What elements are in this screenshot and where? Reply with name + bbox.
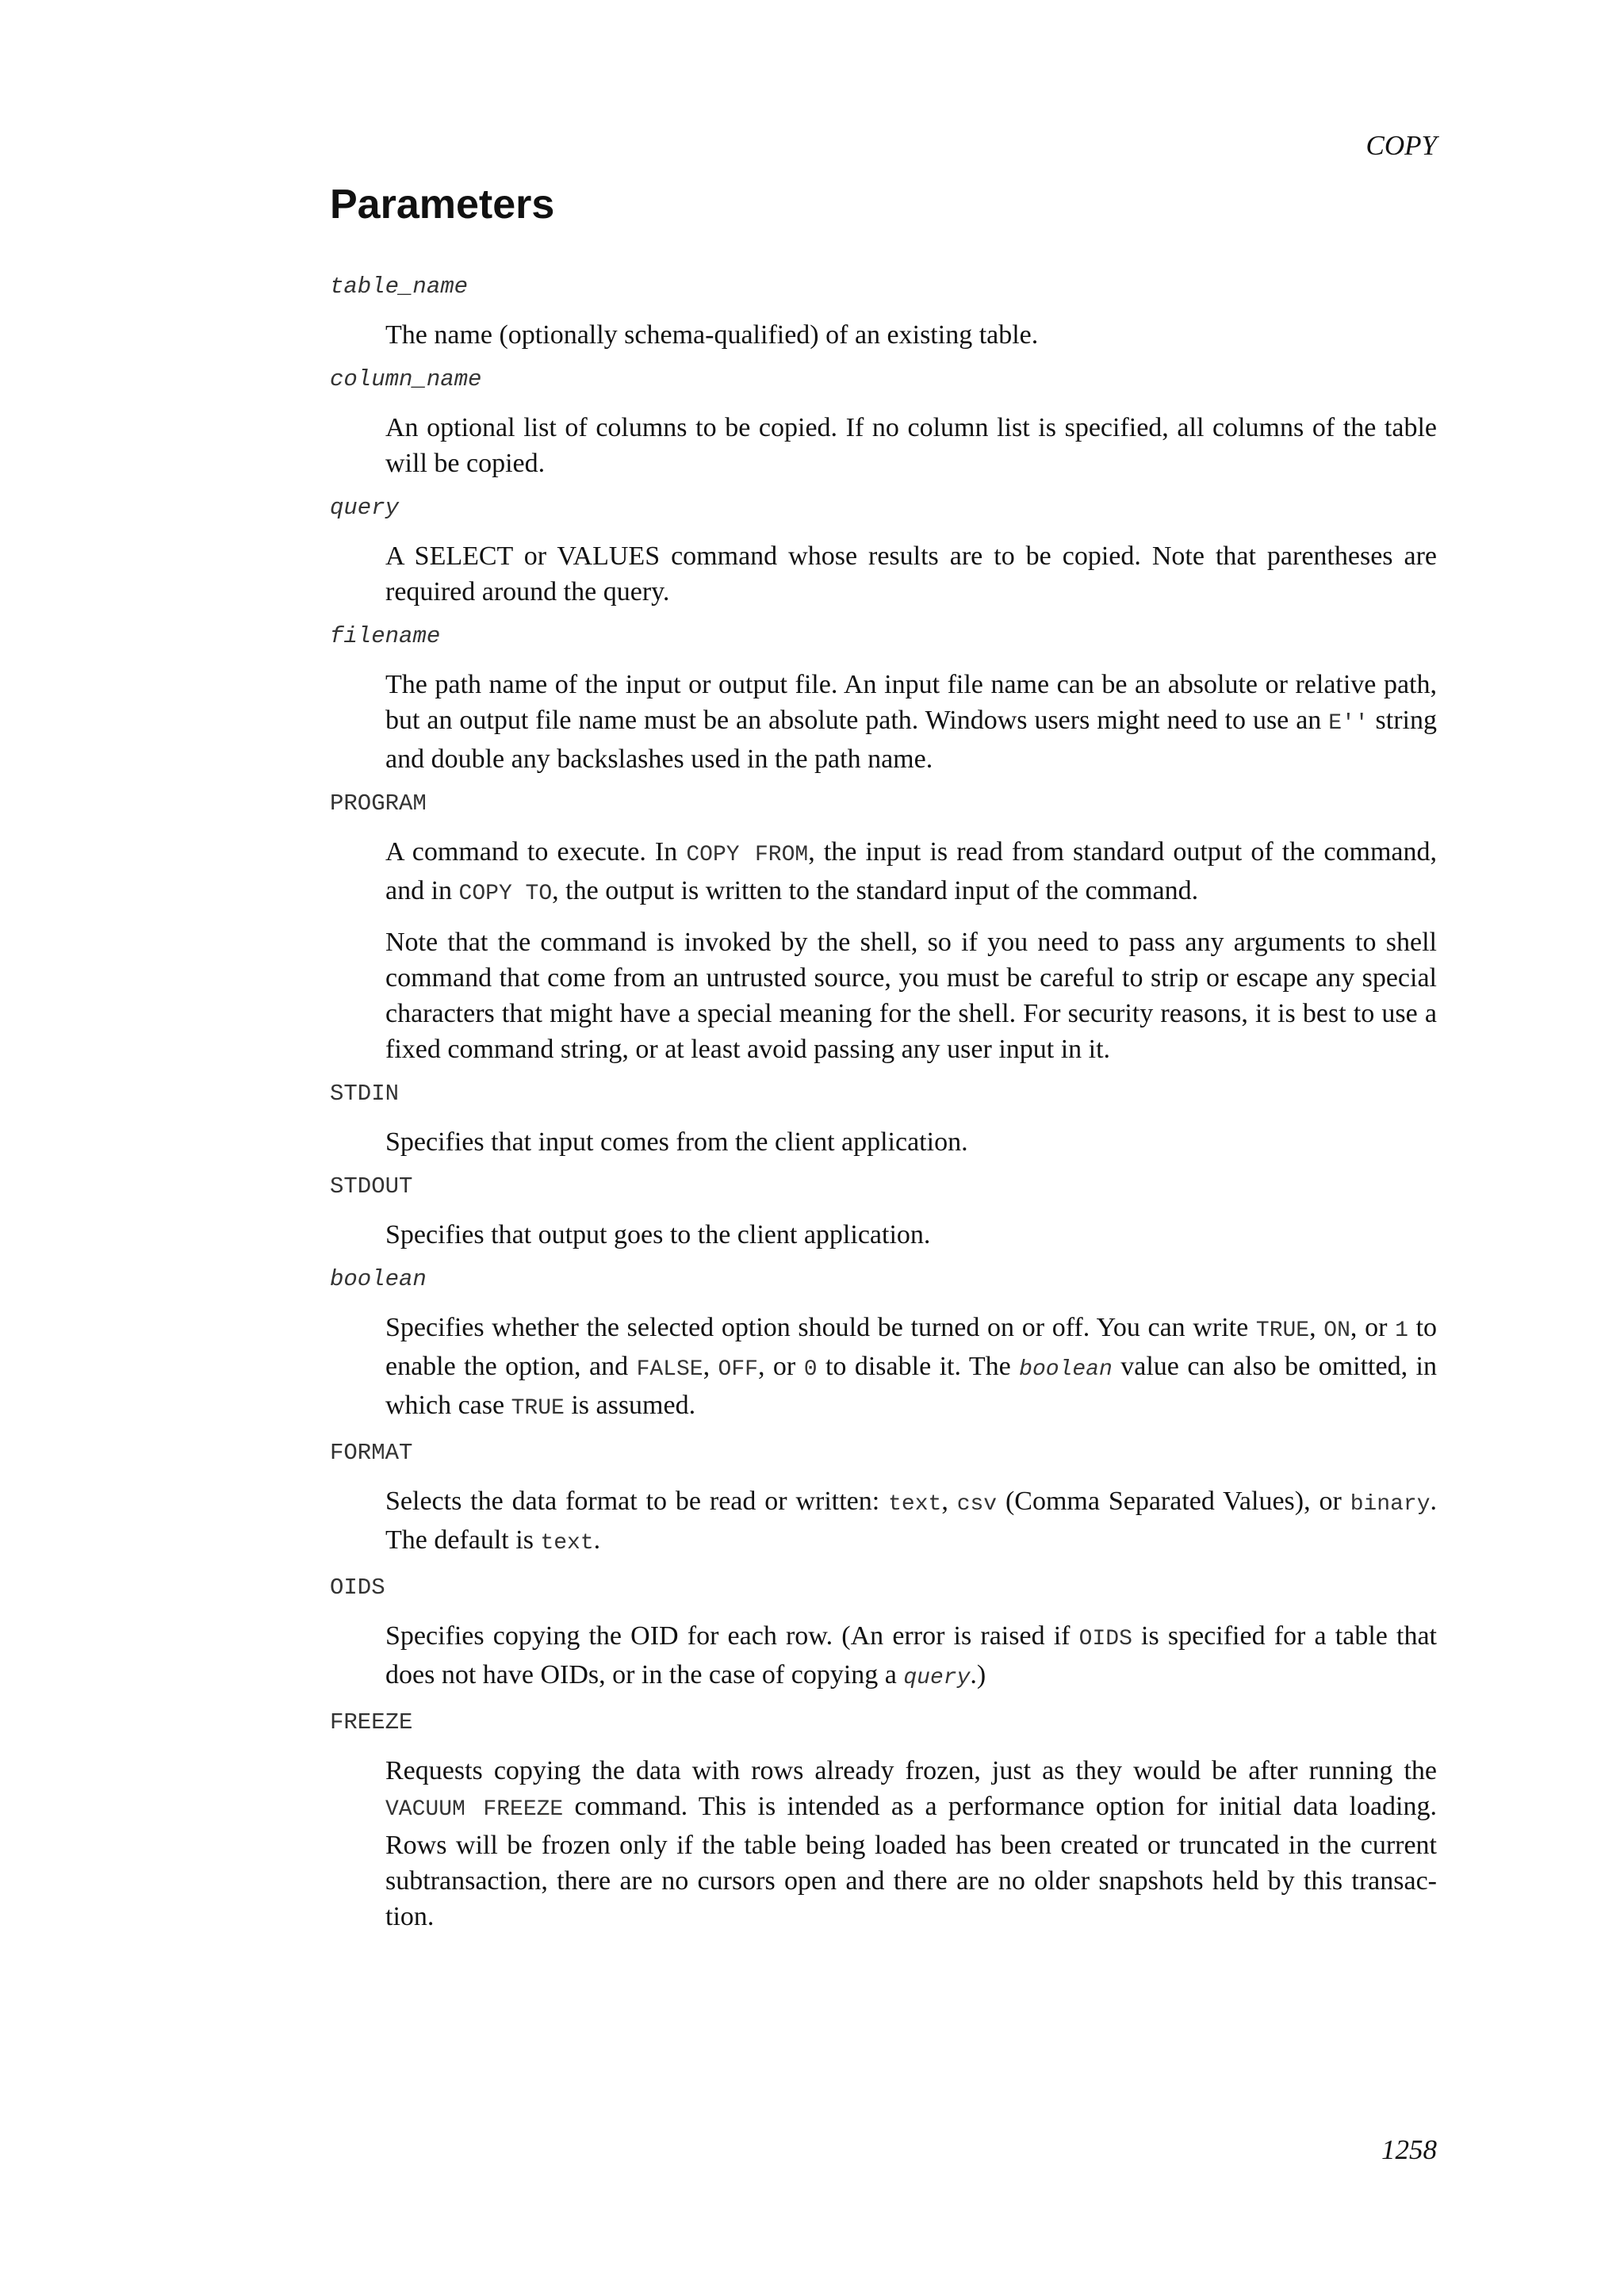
text-run: . (593, 1525, 601, 1555)
parameter-list (330, 270, 1437, 1944)
param-term: column_name (330, 366, 482, 392)
inline-code: 0 (803, 1357, 818, 1382)
param-description (385, 317, 1437, 353)
param-term: boolean (330, 1266, 427, 1292)
param-text: A SELECT or VALUES command whose results are to be copied. Note that parentheses are required around the query. (385, 541, 1437, 607)
text-run: , (941, 1487, 957, 1516)
param-term: query (330, 495, 400, 521)
param-description (385, 1618, 1437, 1696)
inline-code: TRUE (511, 1396, 565, 1421)
inline-code: text (540, 1531, 594, 1556)
text-run: Specifies whether the selected option should be turned on or off. You can write (385, 1313, 1256, 1342)
param-text: Specifies that input comes from the client application. (385, 1127, 968, 1157)
param-query (330, 491, 1437, 610)
inline-code: 1 (1395, 1318, 1408, 1343)
text-run: to enable the option, and (385, 1313, 1438, 1381)
param-description (385, 1124, 1437, 1160)
param-stdin (330, 1077, 1437, 1160)
inline-code: ON (1323, 1318, 1350, 1343)
param-description (385, 538, 1437, 610)
param-column-name (330, 362, 1437, 481)
param-format (330, 1436, 1437, 1561)
text-run: , (1309, 1313, 1324, 1342)
param-term: table_name (330, 274, 469, 300)
text-run: to disable it. The (817, 1352, 1020, 1381)
param-filename (330, 619, 1437, 777)
param-term: STDOUT (330, 1173, 413, 1200)
param-description (385, 667, 1437, 777)
param-stdout (330, 1169, 1437, 1253)
param-text (385, 1483, 1437, 1561)
inline-code: VACUUM FREEZE (385, 1797, 564, 1822)
param-term: FORMAT (330, 1440, 413, 1466)
param-description (385, 1217, 1437, 1253)
text-run: Selects the data format to be read or written: (385, 1487, 889, 1516)
param-boolean (330, 1262, 1437, 1426)
inline-code: E'' (1328, 711, 1369, 736)
param-text: An optional list of columns to be copied. If no column list is specified, all columns of the table will be copied. (385, 413, 1437, 478)
param-oids (330, 1571, 1437, 1696)
param-text (385, 667, 1437, 777)
param-text (385, 1618, 1437, 1696)
text-run: The path name of the input or output file. An input file name can be an absolute or relative path, but an output file name must be an absolute path. Windows users might need to use an (385, 670, 1437, 735)
text-run: , (703, 1352, 718, 1381)
param-text (385, 1753, 1437, 1934)
text-run: , the input is read from standard output of the command, and in (385, 837, 1437, 905)
inline-code: COPY FROM (686, 843, 809, 867)
text-run: is assumed. (564, 1391, 696, 1420)
inline-code: TRUE (1255, 1318, 1310, 1343)
param-term: PROGRAM (330, 790, 427, 817)
text-run: , or (1350, 1313, 1396, 1342)
param-text: Specifies that output goes to the client application. (385, 1220, 931, 1249)
page-number: 1258 (1381, 2134, 1437, 2165)
inline-code: COPY TO (458, 882, 553, 906)
text-run: string and double any backslashes used in the path name. (385, 706, 1437, 774)
page-title: Parameters (330, 182, 555, 228)
inline-code-italic: query (903, 1666, 971, 1690)
param-freeze (330, 1705, 1437, 1934)
param-term: filename (330, 623, 441, 649)
inline-code: csv (956, 1492, 998, 1517)
param-text: The name (optionally schema-qualified) of an existing table. (385, 320, 1039, 350)
running-header: COPY (1365, 130, 1437, 161)
param-term: FREEZE (330, 1709, 413, 1735)
text-run: .) (970, 1660, 986, 1689)
inline-code: FALSE (636, 1357, 703, 1382)
text-run: Requests copying the data with rows already frozen, just as they would be after running the (385, 1756, 1437, 1785)
inline-code: OIDS (1078, 1627, 1132, 1651)
param-text (385, 1310, 1437, 1426)
param-description (385, 1753, 1437, 1934)
param-description (385, 410, 1437, 481)
param-program (330, 786, 1437, 1067)
text-run: . The default is (385, 1487, 1438, 1555)
param-term: STDIN (330, 1081, 400, 1107)
text-run: command. This is intended as a performance option for initial data loading. Rows will be frozen only if the table being loaded has been created or truncated in the current subtransaction, there are no cursors open and there are no older snapshots held by this transac-tion. (385, 1792, 1437, 1931)
param-description (385, 1310, 1437, 1426)
inline-code: text (888, 1492, 942, 1517)
text-run: , or (757, 1352, 804, 1381)
inline-code: OFF (718, 1357, 758, 1382)
text-run: is specified for a table that does not have OIDs, or in the case of copying a (385, 1621, 1437, 1689)
text-run: , the output is written to the standard input of the command. (552, 876, 1199, 905)
param-table-name (330, 270, 1437, 353)
inline-code-italic: boolean (1019, 1357, 1113, 1382)
text-run: (Comma Separated Values), or (997, 1487, 1350, 1516)
param-text (385, 834, 1437, 912)
param-term: OIDS (330, 1575, 385, 1601)
param-text: Note that the command is invoked by the shell, so if you need to pass any arguments to shell command that come from an untrusted source, you must be careful to strip or escape any special characters that might have a special meaning for the shell. For security reasons, it is best to use a fixed command string, or at least avoid passing any user input in it. (385, 928, 1437, 1064)
text-run: A command to execute. In (385, 837, 687, 867)
param-description (385, 1483, 1437, 1561)
inline-code: binary (1350, 1492, 1431, 1517)
text-run: Specifies copying the OID for each row. (An error is raised if (385, 1621, 1079, 1651)
text-run: value can also be omitted, in which case (385, 1352, 1437, 1420)
param-description (385, 834, 1437, 1067)
